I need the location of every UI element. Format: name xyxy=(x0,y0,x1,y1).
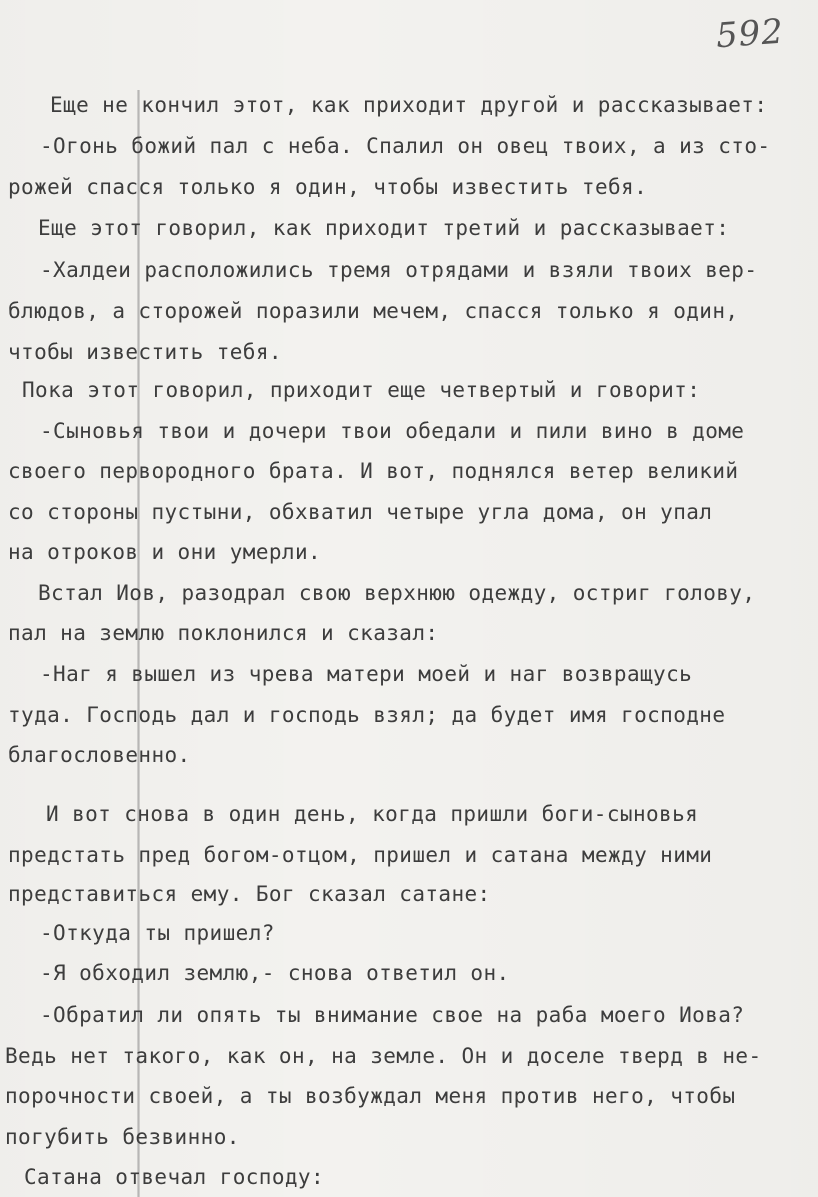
text-line: погубить безвинно. xyxy=(5,1125,240,1149)
text-line: на отроков и они умерли. xyxy=(8,540,322,564)
text-line: -Я обходил землю,- снова ответил он. xyxy=(40,961,510,985)
text-line: рожей спасся только я один, чтобы известить тебя. xyxy=(8,175,648,199)
text-line: -Откуда ты пришел? xyxy=(40,921,275,945)
text-line: своего первородного брата. И вот, поднялся ветер великий xyxy=(8,459,739,483)
text-line: Сатана отвечал господу: xyxy=(24,1165,324,1189)
text-line: благословенно. xyxy=(8,743,191,767)
text-line: И вот снова в один день, когда пришли боги-сыновья xyxy=(46,802,699,826)
text-line: Еще этот говорил, как приходит третий и рассказывает: xyxy=(38,216,730,240)
text-line: Еще не кончил этот, как приходит другой и рассказывает: xyxy=(50,93,768,117)
page-number: 592 xyxy=(714,11,786,57)
text-line: туда. Господь дал и господь взял; да будет имя господне xyxy=(8,703,726,727)
text-line: блюдов, а сторожей поразили мечем, спасся только я один, xyxy=(8,299,739,323)
text-line: пал на землю поклонился и сказал: xyxy=(8,621,439,645)
text-line: Пока этот говорил, приходит еще четвертый и говорит: xyxy=(22,378,701,402)
text-line: представиться ему. Бог сказал сатане: xyxy=(8,882,491,906)
text-line: -Сыновья твои и дочери твои обедали и пили вино в доме xyxy=(40,419,745,443)
text-line: порочности своей, а ты возбуждал меня против него, чтобы xyxy=(5,1084,736,1108)
text-line: -Обратил ли опять ты внимание свое на раба моего Иова? xyxy=(40,1003,745,1027)
text-line: -Наг я вышел из чрева матери моей и наг возвращусь xyxy=(40,662,693,686)
text-line: чтобы известить тебя. xyxy=(8,340,282,364)
text-line: Ведь нет такого, как он, на земле. Он и доселе тверд в не- xyxy=(5,1044,762,1068)
text-line: Встал Иов, разодрал свою верхнюю одежду, остриг голову, xyxy=(38,581,756,605)
text-line: предстать пред богом-отцом, пришел и сатана между ними xyxy=(8,843,713,867)
text-line: -Халдеи расположились тремя отрядами и взяли твоих вер- xyxy=(40,258,758,282)
text-line: со стороны пустыни, обхватил четыре угла дома, он упал xyxy=(8,500,713,524)
text-line: -Огонь божий пал с неба. Спалил он овец твоих, а из сто- xyxy=(40,134,771,158)
